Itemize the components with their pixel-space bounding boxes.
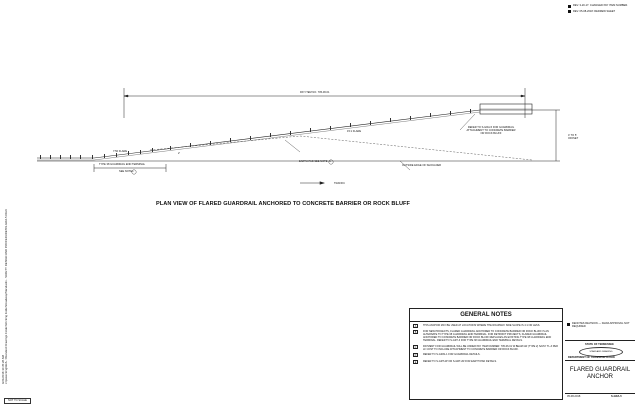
divider: [565, 340, 635, 341]
file-path: c:\pwworking\tdot\...\Standard Drawings Folder\Working Folder\Roadway\Standards - SAFETY DESIGN AND PROCEDURES\S-GRA-5.DGN: [4, 209, 9, 384]
concrete-barrier: [480, 104, 532, 114]
note-letter: B: [414, 331, 417, 335]
flare-right-label: 15:1 FLARE: [347, 130, 362, 133]
note-item: [413, 345, 559, 351]
flare-left-label: 7:50 FLARE: [113, 150, 128, 153]
revision-legend-text: DENOTES REVISION — FHWA APPROVAL NOT REQUIRED: [572, 322, 630, 328]
note-item: [413, 330, 559, 342]
note-item: [413, 324, 559, 328]
seal-text: STANDARD DRAWING: [589, 351, 613, 353]
traffic-arrow-icon: [300, 182, 324, 184]
note-letter: C: [414, 345, 417, 349]
earth-pad-outline: [150, 136, 532, 160]
offset-dimension: [532, 110, 560, 161]
not-to-scale-label: NOT TO SCALE: [4, 398, 31, 404]
revision-legend: [567, 322, 632, 328]
note-letter: E: [414, 360, 417, 364]
state-label: STATE OF TENNESSEE: [585, 343, 614, 346]
plot-date: 6/21/2018 10:35:28 AM: [1, 355, 5, 384]
note-letter: A: [414, 325, 417, 328]
traffic-label: TRAFFIC: [334, 181, 345, 185]
terminal-label: TYPE 38 GUARDRAIL END TERMINAL: [99, 163, 146, 166]
sheet-title: FLARED GUARDRAIL ANCHOR: [569, 367, 631, 380]
title-block: [565, 315, 635, 400]
earth-pad-label: EARTH PAD SEE NOTE: [299, 160, 328, 163]
note-item: [413, 360, 559, 364]
divider: [565, 360, 635, 361]
general-notes-list: [410, 322, 562, 364]
plan-view-title: PLAN VIEW OF FLARED GUARDRAIL ANCHORED TO CONCRETE BARRIER OR ROCK BLUFF: [156, 201, 410, 207]
offset-label: 4' TO 5' OFFSET: [568, 134, 579, 140]
note-text: REFER TO S-GRT-2P OR S-GRT-2R FOR EARTH PAD DETAILS.: [423, 359, 497, 363]
guardrail-posts: [40, 109, 471, 159]
note-letter: D: [414, 354, 417, 358]
terminal-note: SEE NOTE: [119, 170, 133, 173]
note-text: REFER TO S-GR31-1 FOR GUARDRAIL DETAILS.: [423, 353, 481, 357]
shoulder-label: OUTSIDE EDGE OF SHOULDER: [402, 164, 442, 167]
sheet-date: 05-08-2018: [567, 395, 581, 398]
refer-note: REFER TO S-GRA-5 FOR GUARDRAIL ATTACHMENT TO CONCRETE BARRIER OR ROCK BLUFF: [466, 126, 516, 135]
department-label: DEPARTMENT OF TRANSPORTATION: [568, 356, 615, 359]
revision-text: REV. 3-20-17: CHANGED PAY ITEM NUMBER.: [573, 4, 628, 7]
general-notes-title: GENERAL NOTES: [410, 309, 562, 322]
divider: [565, 393, 635, 394]
note-d-marker: D: [132, 170, 134, 173]
note-item: [413, 353, 559, 357]
revision-marker-icon: [567, 323, 570, 326]
pay-item-label: PAY ITEM NO. 705-06.01: [300, 91, 330, 94]
note-text: PAYMENT FOR GUARDRAIL WILL BE UNDER PAY ITEM NUMBER: 705-06.01 W BEAM GR (TYPE 2) S/ASY TL-3 PER LF COST TO INCLUDE ATTACHMENT TO CONCRETE BARRIER OR ROCK BLUFF.: [423, 344, 558, 351]
note-text: THIS ANCHOR MAY BE USED AT LOCATIONS WHERE THE ROADWAY SIDE SLOPE IS 4:1 OR LESS.: [423, 324, 541, 327]
flare-gap-label: 2': [178, 152, 180, 155]
revision-text: REV. 05-08-2018: REDREW SHEET: [573, 9, 616, 13]
general-notes-box: [409, 308, 563, 400]
note-e-marker: E: [329, 160, 331, 163]
note-text: FOR NEW PROJECTS, FLARED GUARDRAIL ANCHORED TO CONCRETE BARRIER OR ROCK BLUFF IS AN ALTERNATE TO TYPE 38 GUARDRAIL END TERMINAL. FOR RETROFIT PROJECTS, FLARED GUARDRAIL ANCHORED TO CONCRETE BARRIER OR ROCK BLUFF REPLACES AN EXISTING TYPE 38 GUARDRAIL END TERMINAL. REFER TO S-GR7-3 FOR TYPE 38 GUARDRAIL END TERMINAL DETAILS.: [423, 330, 552, 343]
sheet-number: S-GRA-5: [611, 395, 622, 398]
